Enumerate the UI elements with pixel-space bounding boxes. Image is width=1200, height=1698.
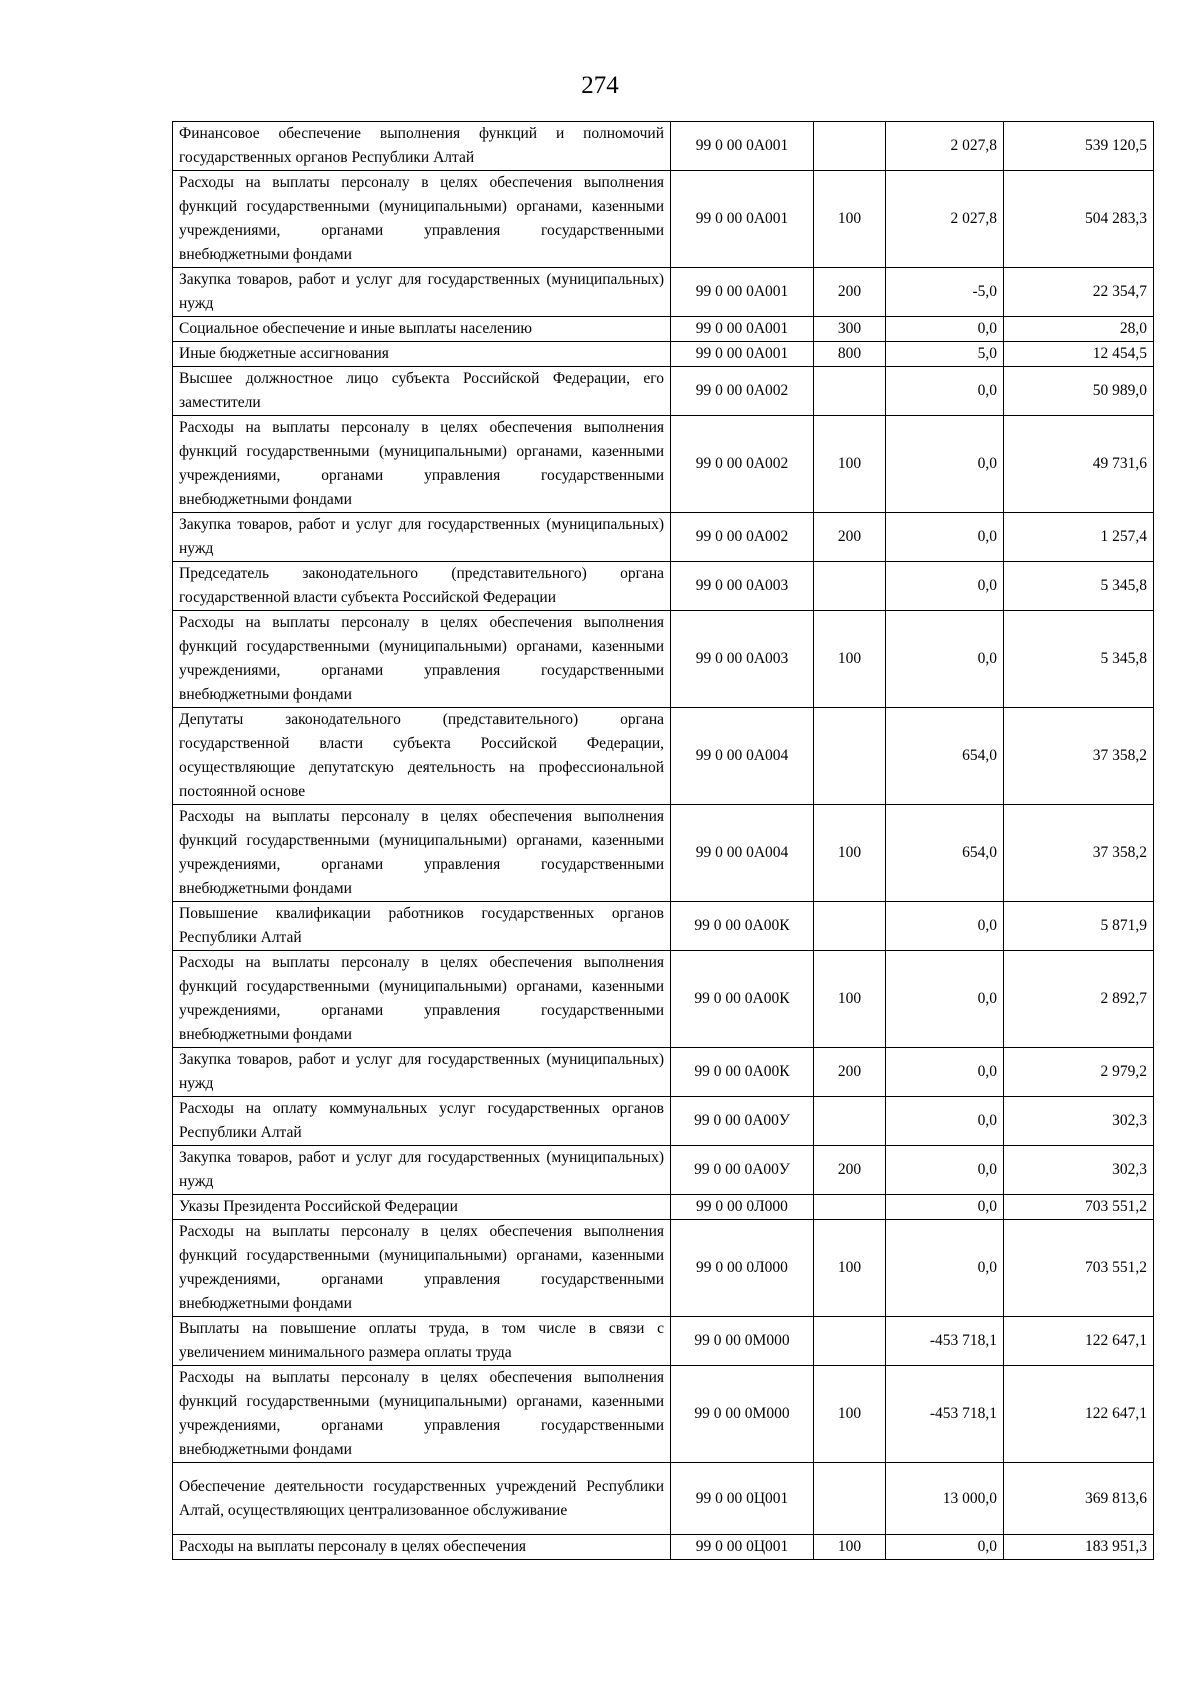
row-code-cell: 99 0 00 0А001 (671, 122, 814, 171)
row-name-cell: Высшее должностное лицо субъекта Российской Федерации, его заместители (173, 367, 671, 416)
row-change-cell: 0,0 (886, 367, 1004, 416)
row-total-cell: 539 120,5 (1004, 122, 1154, 171)
row-change-cell: 0,0 (886, 902, 1004, 951)
row-name-cell: Иные бюджетные ассигнования (173, 342, 671, 367)
row-type-cell: 100 (814, 1366, 886, 1463)
row-type-cell (814, 122, 886, 171)
row-change-cell: 0,0 (886, 1535, 1004, 1560)
row-type-cell: 200 (814, 1048, 886, 1097)
table-row (173, 1097, 1154, 1146)
table-row (173, 805, 1154, 902)
row-name-cell: Расходы на выплаты персоналу в целях обеспечения выполнения функций государственными (муниципальными) органами, казенными учреждениями, органами управления государственными внебюджетными фондами (173, 1220, 671, 1317)
row-total-cell: 703 551,2 (1004, 1220, 1154, 1317)
table-row (173, 1317, 1154, 1366)
table-row (173, 268, 1154, 317)
row-type-cell: 100 (814, 951, 886, 1048)
row-name-cell: Председатель законодательного (представительного) органа государственной власти субъекта Российской Федерации (173, 562, 671, 611)
row-code-cell: 99 0 00 0А002 (671, 367, 814, 416)
row-name-cell: Закупка товаров, работ и услуг для государственных (муниципальных) нужд (173, 513, 671, 562)
table-row (173, 902, 1154, 951)
row-total-cell: 50 989,0 (1004, 367, 1154, 416)
row-code-cell: 99 0 00 0А004 (671, 708, 814, 805)
row-total-cell: 37 358,2 (1004, 708, 1154, 805)
row-name-cell: Повышение квалификации работников государственных органов Республики Алтай (173, 902, 671, 951)
row-name-cell: Закупка товаров, работ и услуг для государственных (муниципальных) нужд (173, 1146, 671, 1195)
page-number: 274 (581, 72, 619, 99)
row-name-cell: Расходы на выплаты персоналу в целях обеспечения выполнения функций государственными (муниципальными) органами, казенными учреждениями, органами управления государственными внебюджетными фондами (173, 611, 671, 708)
row-code-cell: 99 0 00 0А002 (671, 416, 814, 513)
row-change-cell: 0,0 (886, 562, 1004, 611)
row-total-cell: 302,3 (1004, 1146, 1154, 1195)
row-change-cell: 0,0 (886, 951, 1004, 1048)
table-row (173, 1535, 1154, 1560)
row-name-cell: Закупка товаров, работ и услуг для государственных (муниципальных) нужд (173, 1048, 671, 1097)
row-change-cell: 654,0 (886, 708, 1004, 805)
row-code-cell: 99 0 00 0А00У (671, 1097, 814, 1146)
row-total-cell: 49 731,6 (1004, 416, 1154, 513)
row-type-cell (814, 367, 886, 416)
row-total-cell: 122 647,1 (1004, 1366, 1154, 1463)
row-change-cell: 0,0 (886, 611, 1004, 708)
row-type-cell: 100 (814, 1220, 886, 1317)
row-total-cell: 122 647,1 (1004, 1317, 1154, 1366)
row-code-cell: 99 0 00 0Л000 (671, 1195, 814, 1220)
row-code-cell: 99 0 00 0А00У (671, 1146, 814, 1195)
row-code-cell: 99 0 00 0М000 (671, 1366, 814, 1463)
table-row (173, 171, 1154, 268)
row-name-cell: Расходы на выплаты персоналу в целях обеспечения выполнения функций государственными (муниципальными) органами, казенными учреждениями, органами управления государственными внебюджетными фондами (173, 1366, 671, 1463)
row-type-cell: 100 (814, 611, 886, 708)
row-code-cell: 99 0 00 0А001 (671, 171, 814, 268)
row-code-cell: 99 0 00 0А00К (671, 951, 814, 1048)
row-code-cell: 99 0 00 0А002 (671, 513, 814, 562)
row-total-cell: 5 345,8 (1004, 611, 1154, 708)
row-total-cell: 22 354,7 (1004, 268, 1154, 317)
table-row (173, 1220, 1154, 1317)
row-total-cell: 5 871,9 (1004, 902, 1154, 951)
row-total-cell: 12 454,5 (1004, 342, 1154, 367)
row-name-cell: Указы Президента Российской Федерации (173, 1195, 671, 1220)
row-name-cell: Расходы на выплаты персоналу в целях обеспечения выполнения функций государственными (муниципальными) органами, казенными учреждениями, органами управления государственными внебюджетными фондами (173, 171, 671, 268)
table-row (173, 1366, 1154, 1463)
row-code-cell: 99 0 00 0А00К (671, 1048, 814, 1097)
table-row (173, 951, 1154, 1048)
row-name-cell: Расходы на выплаты персоналу в целях обеспечения выполнения функций государственными (муниципальными) органами, казенными учреждениями, органами управления государственными внебюджетными фондами (173, 416, 671, 513)
row-change-cell: 5,0 (886, 342, 1004, 367)
budget-table (172, 121, 1154, 1560)
row-type-cell (814, 562, 886, 611)
table-row (173, 708, 1154, 805)
table-row (173, 1195, 1154, 1220)
budget-table-body (173, 122, 1154, 1560)
row-total-cell: 302,3 (1004, 1097, 1154, 1146)
row-code-cell: 99 0 00 0А004 (671, 805, 814, 902)
row-name-cell: Социальное обеспечение и иные выплаты населению (173, 317, 671, 342)
row-change-cell: 654,0 (886, 805, 1004, 902)
row-total-cell: 369 813,6 (1004, 1463, 1154, 1535)
row-type-cell: 200 (814, 513, 886, 562)
table-row (173, 367, 1154, 416)
row-change-cell: 0,0 (886, 1146, 1004, 1195)
table-row (173, 611, 1154, 708)
row-type-cell (814, 1317, 886, 1366)
row-change-cell: -453 718,1 (886, 1317, 1004, 1366)
row-code-cell: 99 0 00 0Л000 (671, 1220, 814, 1317)
row-total-cell: 183 951,3 (1004, 1535, 1154, 1560)
row-code-cell: 99 0 00 0М000 (671, 1317, 814, 1366)
table-row (173, 1463, 1154, 1535)
row-code-cell: 99 0 00 0А001 (671, 268, 814, 317)
row-type-cell: 800 (814, 342, 886, 367)
table-row (173, 317, 1154, 342)
row-type-cell (814, 1097, 886, 1146)
row-total-cell: 5 345,8 (1004, 562, 1154, 611)
row-name-cell: Выплаты на повышение оплаты труда, в том числе в связи с увеличением минимального размера оплаты труда (173, 1317, 671, 1366)
row-type-cell (814, 1463, 886, 1535)
row-type-cell (814, 708, 886, 805)
table-row (173, 122, 1154, 171)
row-name-cell: Расходы на выплаты персоналу в целях обеспечения (173, 1535, 671, 1560)
row-total-cell: 28,0 (1004, 317, 1154, 342)
row-type-cell: 100 (814, 416, 886, 513)
row-type-cell: 200 (814, 1146, 886, 1195)
row-code-cell: 99 0 00 0А001 (671, 317, 814, 342)
row-change-cell: 0,0 (886, 1195, 1004, 1220)
row-total-cell: 1 257,4 (1004, 513, 1154, 562)
row-type-cell: 100 (814, 1535, 886, 1560)
row-change-cell: 0,0 (886, 1048, 1004, 1097)
table-row (173, 1146, 1154, 1195)
row-name-cell: Закупка товаров, работ и услуг для государственных (муниципальных) нужд (173, 268, 671, 317)
table-row (173, 342, 1154, 367)
row-type-cell: 100 (814, 171, 886, 268)
row-code-cell: 99 0 00 0А001 (671, 342, 814, 367)
table-row (173, 416, 1154, 513)
row-change-cell: 0,0 (886, 1220, 1004, 1317)
row-total-cell: 504 283,3 (1004, 171, 1154, 268)
row-change-cell: -5,0 (886, 268, 1004, 317)
row-name-cell: Расходы на выплаты персоналу в целях обеспечения выполнения функций государственными (муниципальными) органами, казенными учреждениями, органами управления государственными внебюджетными фондами (173, 805, 671, 902)
row-code-cell: 99 0 00 0Ц001 (671, 1535, 814, 1560)
row-change-cell: 2 027,8 (886, 171, 1004, 268)
row-total-cell: 2 979,2 (1004, 1048, 1154, 1097)
row-name-cell: Расходы на оплату коммунальных услуг государственных органов Республики Алтай (173, 1097, 671, 1146)
row-total-cell: 703 551,2 (1004, 1195, 1154, 1220)
table-row (173, 513, 1154, 562)
row-change-cell: 13 000,0 (886, 1463, 1004, 1535)
row-change-cell: 0,0 (886, 513, 1004, 562)
row-type-cell: 300 (814, 317, 886, 342)
row-code-cell: 99 0 00 0А003 (671, 611, 814, 708)
row-name-cell: Депутаты законодательного (представительного) органа государственной власти субъекта Российской Федерации, осуществляющие депутатскую деятельность на профессиональной постоянной основе (173, 708, 671, 805)
row-change-cell: 0,0 (886, 317, 1004, 342)
row-type-cell (814, 1195, 886, 1220)
row-name-cell: Расходы на выплаты персоналу в целях обеспечения выполнения функций государственными (муниципальными) органами, казенными учреждениями, органами управления государственными внебюджетными фондами (173, 951, 671, 1048)
row-name-cell: Обеспечение деятельности государственных учреждений Республики Алтай, осуществляющих централизованное обслуживание (173, 1463, 671, 1535)
row-code-cell: 99 0 00 0А003 (671, 562, 814, 611)
table-row (173, 1048, 1154, 1097)
row-change-cell: 0,0 (886, 416, 1004, 513)
row-type-cell (814, 902, 886, 951)
row-total-cell: 2 892,7 (1004, 951, 1154, 1048)
table-row (173, 562, 1154, 611)
row-name-cell: Финансовое обеспечение выполнения функций и полномочий государственных органов Республики Алтай (173, 122, 671, 171)
row-change-cell: -453 718,1 (886, 1366, 1004, 1463)
row-code-cell: 99 0 00 0А00К (671, 902, 814, 951)
row-change-cell: 2 027,8 (886, 122, 1004, 171)
row-type-cell: 200 (814, 268, 886, 317)
row-type-cell: 100 (814, 805, 886, 902)
row-total-cell: 37 358,2 (1004, 805, 1154, 902)
row-change-cell: 0,0 (886, 1097, 1004, 1146)
row-code-cell: 99 0 00 0Ц001 (671, 1463, 814, 1535)
